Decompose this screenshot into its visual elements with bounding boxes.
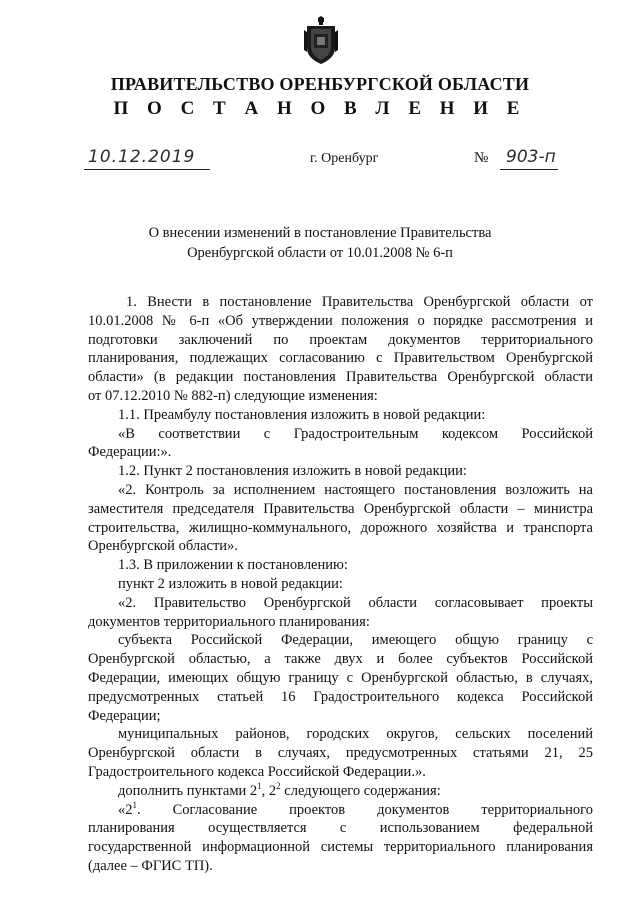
body-line: предусмотренных статьей 16 Градостроительного кодекса Российской — [88, 688, 593, 705]
document-body — [88, 293, 593, 876]
body-line: Оренбургской областью, а также двух и более субъектов Российской — [88, 651, 593, 668]
handwritten-number: 903-п — [506, 147, 556, 167]
body-text: следующего содержания: — [280, 782, 441, 799]
body-line: 10.01.2008 № 6-п «Об утверждении положения о порядке рассмотрения и — [88, 312, 593, 329]
number-underline — [500, 169, 558, 170]
body-line: Федерации; — [88, 707, 161, 724]
subject-line: О внесении изменений в постановление Правительства — [148, 225, 492, 241]
subject-line: Оренбургской области от 10.01.2008 № 6-п — [187, 245, 453, 261]
body-text: «2 — [118, 801, 133, 818]
body-line — [88, 801, 593, 820]
body-line: от 07.12.2010 № 882-п) следующие изменения: — [88, 387, 378, 404]
body-line: 1.1. Преамбулу постановления изложить в новой редакции: — [118, 406, 486, 423]
body-line: (далее – ФГИС ТП). — [88, 857, 213, 874]
superscript: 1 — [257, 780, 262, 791]
body-line: подготовки заключений по проектам документов территориального — [88, 331, 593, 348]
body-line: субъекта Российской Федерации, имеющего общую границу с — [118, 632, 593, 649]
organization-title: ПРАВИТЕЛЬСТВО ОРЕНБУРГСКОЙ ОБЛАСТИ — [110, 74, 530, 94]
body-line: муниципальных районов, городских округов, сельских поселений — [118, 726, 593, 743]
number-label: № — [474, 150, 489, 166]
body-line: области» (в редакции постановления Правительства Оренбургской области — [88, 369, 593, 386]
body-line: пункт 2 изложить в новой редакции: — [118, 575, 343, 592]
body-line: Федерации, имеющих общую границу с Оренбургской областью, в случаях, — [88, 669, 593, 686]
body-text: дополнить пунктами 2 — [118, 782, 258, 799]
body-line: Федерации:». — [88, 444, 172, 461]
body-line: государственной информационной системы территориального планирования — [88, 839, 593, 856]
body-line: документов территориального планирования: — [88, 613, 370, 630]
superscript: 1 — [132, 799, 137, 810]
body-line: «2. Контроль за исполнением настоящего постановления возложить на — [118, 481, 593, 498]
body-line: заместителя председателя Правительства Оренбургской области – министра — [88, 500, 593, 517]
document-subject — [0, 223, 640, 263]
body-line: Оренбургской области в случаях, предусмотренных статьями 21, 25 — [88, 745, 593, 762]
handwritten-date: 10.12.2019 — [88, 147, 196, 167]
body-text: , 2 — [261, 782, 277, 799]
coat-of-arms-icon — [304, 16, 338, 66]
body-line: 1.2. Пункт 2 постановления изложить в новой редакции: — [118, 463, 467, 480]
body-line: планирования, подлежащих согласованию с Правительством Оренбургской — [88, 350, 593, 367]
date-underline — [84, 169, 210, 170]
body-line: планирования осуществляется с использованием федеральной — [88, 820, 593, 837]
body-line: Оренбургской области». — [88, 538, 238, 555]
document-type-heading: П О С Т А Н О В Л Е Н И Е — [113, 98, 527, 119]
body-line: строительства, жилищно-коммунального, дорожного хозяйства и транспорта — [88, 519, 593, 536]
body-text: . Согласование проектов документов территориального — [137, 801, 593, 818]
body-line — [88, 782, 593, 801]
city: г. Оренбург — [310, 151, 379, 166]
body-line: 1.3. В приложении к постановлению: — [118, 557, 348, 574]
body-line: Градостроительного кодекса Российской Федерации.». — [88, 763, 426, 780]
body-line: 1. Внести в постановление Правительства Оренбургской области от — [126, 294, 593, 310]
body-line: «2. Правительство Оренбургской области согласовывает проекты — [118, 594, 593, 611]
body-line: «В соответствии с Градостроительным кодексом Российской — [118, 425, 593, 442]
superscript: 2 — [276, 780, 281, 791]
